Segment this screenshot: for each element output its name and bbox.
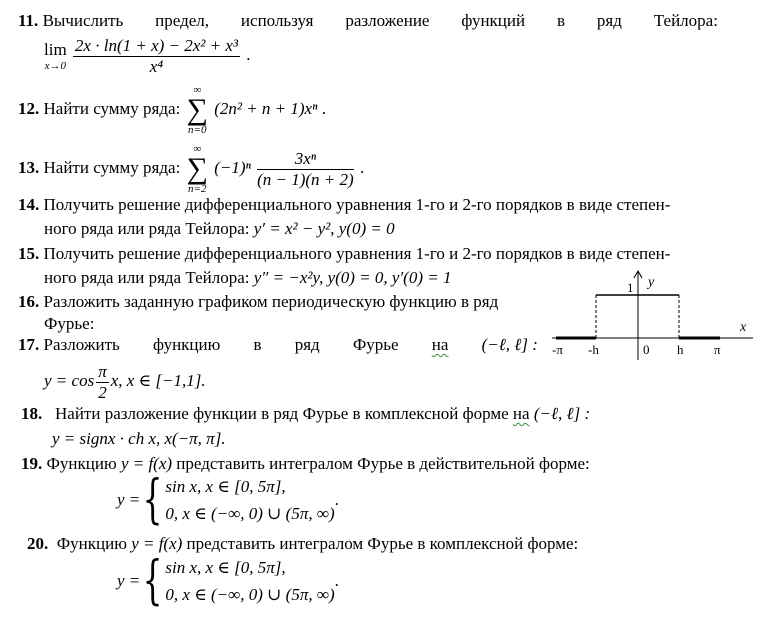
problem-number: 11. <box>18 11 39 30</box>
sum-symbol: ∞ ∑ n=2 <box>186 143 208 195</box>
tick-label: 0 <box>643 342 650 357</box>
one-label: 1 <box>627 280 634 295</box>
problem-number: 17. <box>18 335 40 354</box>
problem-20-statement: 20. Функцию y = f(x) представить интегралом Фурье в комплексной форме: <box>27 534 579 553</box>
problem-number: 18. <box>21 404 43 423</box>
problem-14-line1: 14. Получить решение дифференциального уравнения 1-го и 2-го порядков в виде степен- <box>18 195 671 214</box>
problem-17-formula: y = cos $\frac{\pi}{2}$ x, x ∈ [−1,1]. <box>44 362 206 402</box>
problem-15-line2: ного ряда или ряда Тейлора: y″ = −x²y, y(0) = 0, y′(0) = 1 <box>44 268 452 287</box>
x-label: x <box>740 320 747 335</box>
problem-12: 12. Найти сумму ряда: ∞ ∑ n=0 (2n² + n + 1)xⁿ . <box>18 84 326 136</box>
problem-11-formula: lim x→0 $\frac{\text{2x · ln(1 + x) − 2x² + x³}}{\text{x⁴}}$ . <box>44 36 251 76</box>
problem-number: 19. <box>21 454 43 473</box>
problem-15-line1: 15. Получить решение дифференциального уравнения 1-го и 2-го порядков в виде степен- <box>18 244 671 263</box>
problem-20-formula: y ={ sin x, x ∈ [0, 5π], 0, x ∈ (−∞, 0) ∪ (5π, ∞) . <box>117 551 339 611</box>
tick-label: π <box>714 342 721 357</box>
problem-19-formula: y ={ sin x, x ∈ [0, 5π], 0, x ∈ (−∞, 0) ∪ (5π, ∞) . <box>117 470 339 530</box>
problem-16-line2: Фурье: <box>44 314 95 333</box>
problem-number: 12. <box>18 98 40 118</box>
problem-number: 20. <box>27 534 49 553</box>
problem-18-statement: 18. Найти разложение функции в ряд Фурье в комплексной форме на (−ℓ, ℓ] : <box>21 404 591 423</box>
tick-label: -π <box>552 342 563 357</box>
tick-label: -h <box>588 342 599 357</box>
tick-label: h <box>677 342 684 357</box>
sum-symbol: ∞ ∑ n=0 <box>186 84 208 136</box>
problem-17-statement: 17. Разложить функцию в ряд Фурье на (−ℓ, ℓ] : <box>18 335 538 354</box>
problem-number: 15. <box>18 244 40 263</box>
problem-number: 16. <box>18 292 40 311</box>
left-brace-icon: { <box>142 551 163 611</box>
y-label: y <box>648 275 655 290</box>
fraction-denominator: x⁴ <box>149 56 164 76</box>
fraction-numerator: 2x · ln(1 + x) − 2x² + x³ <box>74 36 239 55</box>
problem-14-line2: ного ряда или ряда Тейлора: y′ = x² − y², y(0) = 0 <box>44 219 395 238</box>
problem-number: 14. <box>18 195 40 214</box>
problem-13: 13. Найти сумму ряда: ∞ ∑ n=2 (−1)ⁿ $\frac{\text{3xⁿ}}{(n - 1)(n + 2)}$ . <box>18 143 365 195</box>
problem-16-line1: 16. Разложить заданную графиком периодическую функцию в ряд <box>18 292 499 311</box>
problem-number: 13. <box>18 157 40 177</box>
problem-11-statement: 11. Вычислить предел, используя разложение функций в ряд Тейлора: <box>18 11 718 30</box>
periodic-function-graph <box>548 268 758 363</box>
problem-18-formula: y = signx · ch x, x(−π, π]. <box>52 429 226 448</box>
problem-19-statement: 19. Функцию y = f(x) представить интегралом Фурье в действительной форме: <box>21 454 590 473</box>
left-brace-icon: { <box>142 470 163 530</box>
